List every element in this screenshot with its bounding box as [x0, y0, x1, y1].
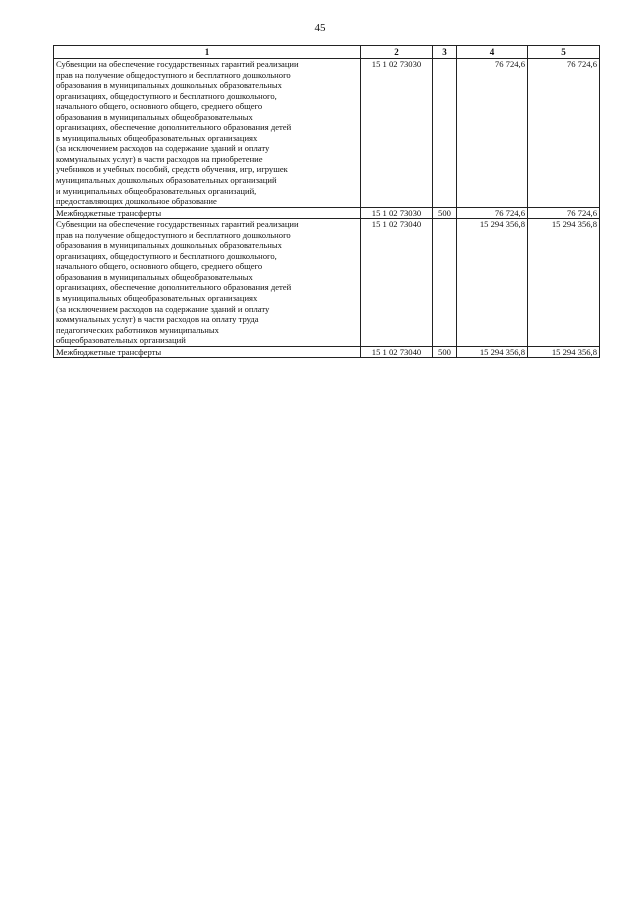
table-header-row: [54, 46, 600, 59]
column-header-2: 2: [361, 46, 433, 59]
column-header-5: 5: [528, 46, 600, 59]
row-sum1-cell: 15 294 356,8: [457, 219, 528, 347]
row-name-cell: Межбюджетные трансферты: [54, 207, 361, 219]
row-sum2-cell: 15 294 356,8: [528, 219, 600, 347]
table-row: [54, 219, 600, 347]
row-name-cell: Межбюджетные трансферты: [54, 346, 361, 358]
table-row: [54, 346, 600, 358]
row-type-cell: 500: [433, 207, 457, 219]
row-name-cell: Субвенции на обеспечение государственных гарантий реализации прав на получение общедоступного и бесплатного дошкольного образования в муниципальных дошкольных образовательных организациях, общедоступного и бесплатного дошкольного, начального общего, основного общего, среднего общего образования в муниципальных общеобразовательных организациях, обеспечение дополнительного образования детей в муниципальных общеобразовательных организациях (за исключением расходов на содержание зданий и оплату коммунальных услуг) в части расходов на оплату труда педагогических работников муниципальных общеобразовательных организаций: [54, 219, 361, 347]
row-code-cell: 15 1 02 73030: [361, 207, 433, 219]
row-sum1-cell: 15 294 356,8: [457, 346, 528, 358]
page-number: 45: [314, 22, 326, 34]
row-code-cell: 15 1 02 73040: [361, 346, 433, 358]
table-row: [54, 59, 600, 208]
row-sum2-cell: 15 294 356,8: [528, 346, 600, 358]
column-header-1: 1: [54, 46, 361, 59]
row-type-cell: 500: [433, 346, 457, 358]
row-sum2-cell: 76 724,6: [528, 59, 600, 208]
row-sum1-cell: 76 724,6: [457, 207, 528, 219]
row-code-cell: 15 1 02 73040: [361, 219, 433, 347]
row-sum2-cell: 76 724,6: [528, 207, 600, 219]
row-sum1-cell: 76 724,6: [457, 59, 528, 208]
column-header-3: 3: [433, 46, 457, 59]
budget-table: [53, 45, 600, 358]
row-type-cell: [433, 219, 457, 347]
row-code-cell: 15 1 02 73030: [361, 59, 433, 208]
table-row: [54, 207, 600, 219]
column-header-4: 4: [457, 46, 528, 59]
row-type-cell: [433, 59, 457, 208]
row-name-cell: Субвенции на обеспечение государственных гарантий реализации прав на получение общедоступного и бесплатного дошкольного образования в муниципальных дошкольных образовательных организациях, общедоступного и бесплатного дошкольного, начального общего, основного общего, среднего общего образования в муниципальных общеобразовательных организациях, обеспечение дополнительного образования детей в муниципальных общеобразовательных организациях (за исключением расходов на содержание зданий и оплату коммунальных услуг) в части расходов на приобретение учебников и учебных пособий, средств обучения, игр, игрушек муниципальных дошкольных образовательных организаций и муниципальных общеобразовательных организаций, предоставляющих дошкольное образование: [54, 59, 361, 208]
